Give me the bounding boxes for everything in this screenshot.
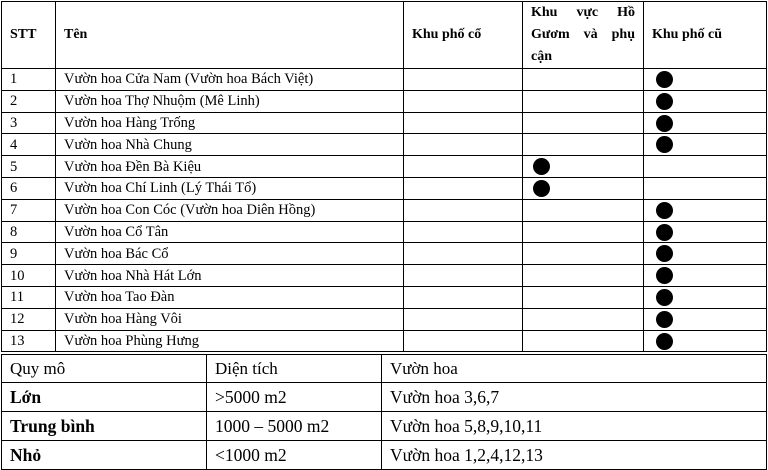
mark-cell [404, 199, 523, 221]
scale-table [1, 354, 767, 470]
filled-circle-icon [656, 202, 673, 219]
stt-cell: 4 [2, 134, 56, 156]
garden-name-cell: Vườn hoa Tao Đàn [56, 286, 404, 308]
mark-cell [644, 286, 767, 308]
mark-cell [404, 156, 523, 178]
mark-cell [404, 69, 523, 91]
garden-name-cell: Vườn hoa Cửa Nam (Vườn hoa Bách Việt) [56, 69, 404, 91]
table-row [2, 265, 767, 287]
garden-name-cell: Vườn hoa Nhà Chung [56, 134, 404, 156]
mark-cell [523, 156, 644, 178]
garden-name-cell: Vườn hoa Hàng Vôi [56, 308, 404, 330]
header-name: Tên [56, 2, 404, 69]
header-old-streets: Khu phố cũ [644, 2, 767, 69]
stt-cell: 1 [2, 69, 56, 91]
table-row [2, 90, 767, 112]
stt-cell: 13 [2, 330, 56, 352]
filled-circle-icon [656, 311, 673, 328]
area-cell: <1000 m2 [207, 441, 382, 470]
gardens-cell: Vườn hoa 1,2,4,12,13 [382, 441, 767, 470]
mark-cell [404, 265, 523, 287]
gardens-cell: Vườn hoa 5,8,9,10,11 [382, 412, 767, 441]
stt-cell: 10 [2, 265, 56, 287]
table-row [2, 69, 767, 91]
mark-cell [404, 286, 523, 308]
stt-cell: 11 [2, 286, 56, 308]
stt-cell: 12 [2, 308, 56, 330]
table-row [2, 134, 767, 156]
mark-cell [523, 69, 644, 91]
mark-cell [644, 265, 767, 287]
filled-circle-icon [533, 158, 550, 175]
filled-circle-icon [656, 245, 673, 262]
filled-circle-icon [656, 333, 673, 350]
table-row [2, 112, 767, 134]
mark-cell [404, 221, 523, 243]
mark-cell [404, 112, 523, 134]
mark-cell [644, 308, 767, 330]
gardens-header-row [2, 2, 767, 69]
table-row [2, 177, 767, 199]
filled-circle-icon [656, 136, 673, 153]
garden-name-cell: Vườn hoa Bác Cổ [56, 243, 404, 265]
stt-cell: 5 [2, 156, 56, 178]
mark-cell [404, 308, 523, 330]
page [1, 1, 766, 470]
gardens-table [1, 1, 767, 352]
header-stt: STT [2, 2, 56, 69]
mark-cell [523, 308, 644, 330]
scale-header-row [2, 355, 767, 383]
table-row [2, 441, 767, 470]
table-row [2, 383, 767, 412]
filled-circle-icon [656, 71, 673, 88]
mark-cell [644, 90, 767, 112]
table-row [2, 286, 767, 308]
filled-circle-icon [656, 224, 673, 241]
header-hoan-kiem-area: Khu vực Hồ Gươm và phụ cận [523, 2, 644, 69]
area-cell: >5000 m2 [207, 383, 382, 412]
scale-cell: Nhỏ [2, 441, 207, 470]
scale-cell: Trung bình [2, 412, 207, 441]
mark-cell [404, 90, 523, 112]
mark-cell [644, 199, 767, 221]
garden-name-cell: Vườn hoa Cổ Tân [56, 221, 404, 243]
header-old-quarter: Khu phố cổ [404, 2, 523, 69]
table-row [2, 330, 767, 352]
filled-circle-icon [656, 289, 673, 306]
garden-name-cell: Vườn hoa Thợ Nhuộm (Mê Linh) [56, 90, 404, 112]
table-row [2, 221, 767, 243]
mark-cell [523, 221, 644, 243]
mark-cell [644, 134, 767, 156]
stt-cell: 8 [2, 221, 56, 243]
garden-name-cell: Vườn hoa Phùng Hưng [56, 330, 404, 352]
mark-cell [644, 243, 767, 265]
mark-cell [404, 243, 523, 265]
mark-cell [523, 134, 644, 156]
mark-cell [404, 177, 523, 199]
filled-circle-icon [533, 180, 550, 197]
stt-cell: 9 [2, 243, 56, 265]
mark-cell [523, 199, 644, 221]
stt-cell: 7 [2, 199, 56, 221]
header-area: Diện tích [207, 355, 382, 383]
gardens-cell: Vườn hoa 3,6,7 [382, 383, 767, 412]
table-row [2, 243, 767, 265]
stt-cell: 3 [2, 112, 56, 134]
stt-cell: 6 [2, 177, 56, 199]
mark-cell [523, 286, 644, 308]
table-row [2, 199, 767, 221]
mark-cell [523, 177, 644, 199]
mark-cell [644, 112, 767, 134]
garden-name-cell: Vườn hoa Đền Bà Kiệu [56, 156, 404, 178]
table-row [2, 308, 767, 330]
garden-name-cell: Vườn hoa Hàng Trống [56, 112, 404, 134]
garden-name-cell: Vườn hoa Chí Linh (Lý Thái Tổ) [56, 177, 404, 199]
mark-cell [644, 330, 767, 352]
filled-circle-icon [656, 267, 673, 284]
header-scale: Quy mô [2, 355, 207, 383]
gardens-table-body [2, 69, 767, 352]
mark-cell [404, 330, 523, 352]
mark-cell [523, 265, 644, 287]
mark-cell [523, 330, 644, 352]
mark-cell [644, 156, 767, 178]
filled-circle-icon [656, 93, 673, 110]
mark-cell [644, 177, 767, 199]
mark-cell [523, 112, 644, 134]
scale-table-body [2, 383, 767, 470]
stt-cell: 2 [2, 90, 56, 112]
area-cell: 1000 – 5000 m2 [207, 412, 382, 441]
mark-cell [644, 221, 767, 243]
table-row [2, 412, 767, 441]
mark-cell [523, 90, 644, 112]
garden-name-cell: Vườn hoa Nhà Hát Lớn [56, 265, 404, 287]
scale-cell: Lớn [2, 383, 207, 412]
mark-cell [404, 134, 523, 156]
garden-name-cell: Vườn hoa Con Cóc (Vườn hoa Diên Hồng) [56, 199, 404, 221]
mark-cell [644, 69, 767, 91]
table-row [2, 156, 767, 178]
filled-circle-icon [656, 115, 673, 132]
header-gardens: Vườn hoa [382, 355, 767, 383]
mark-cell [523, 243, 644, 265]
